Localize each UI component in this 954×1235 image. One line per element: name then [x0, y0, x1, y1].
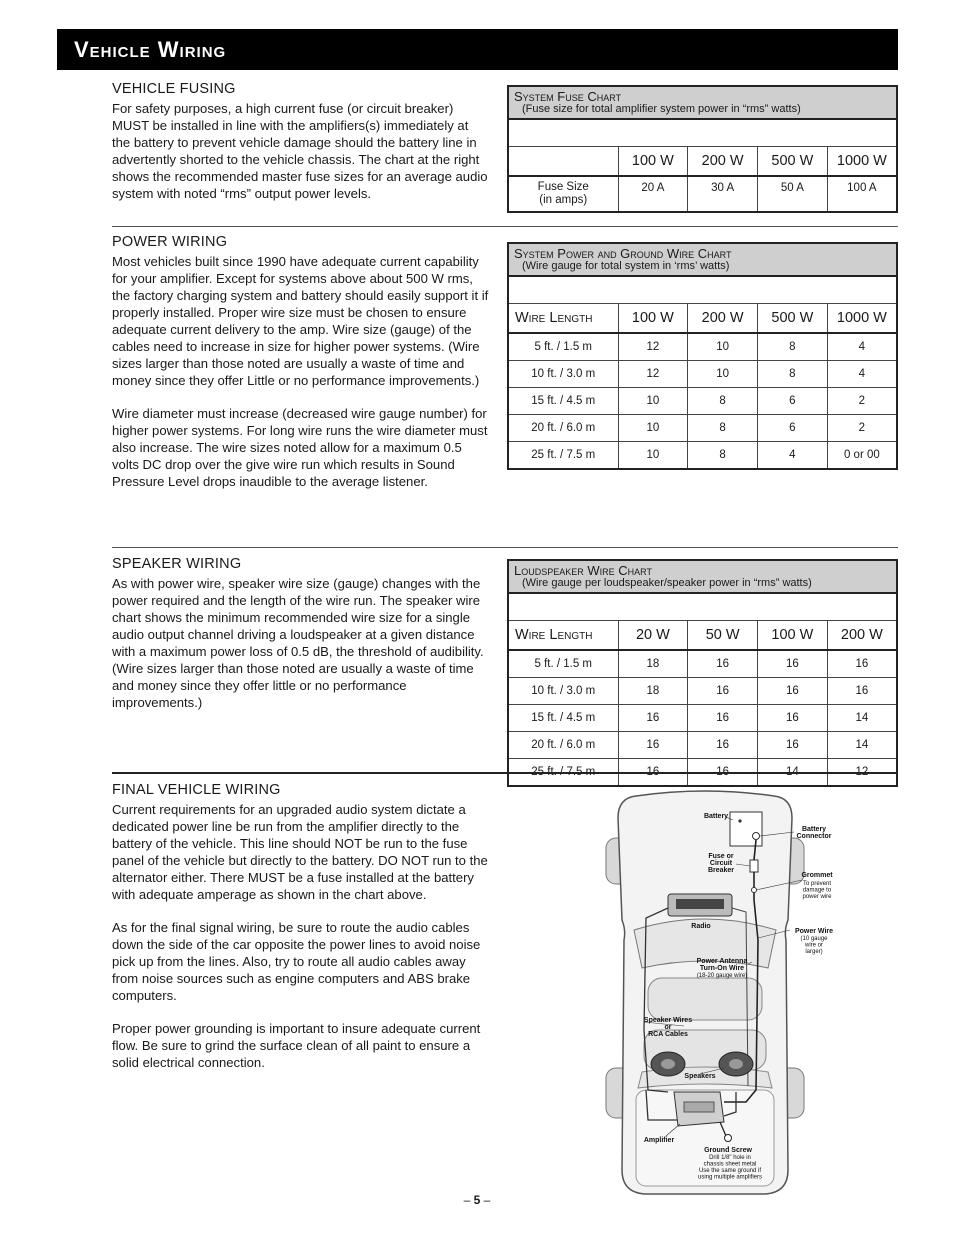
table-cell: 8: [688, 442, 758, 470]
table-cell: 8: [758, 333, 828, 361]
section-paragraph: As for the final signal wiring, be sure to route the audio cables down the side of the car opposite the power lines to avoid noise pick up from the lines. Also, try to route all audio cables away from noise sources such as engine computers and ABS brake computers.: [112, 920, 481, 1003]
table-cell: 14: [827, 705, 897, 732]
column-header: 20 W: [618, 621, 688, 651]
table-cell: 16: [827, 650, 897, 678]
table-cell: 16: [618, 705, 688, 732]
table-row: [508, 333, 897, 361]
chart-subtitle: (Fuse size for total amplifier system power in “rms” watts): [522, 102, 801, 115]
table-row: [508, 650, 897, 678]
table-cell: 16: [758, 705, 828, 732]
table-row: [508, 388, 897, 415]
table-cell: 16: [758, 678, 828, 705]
page-title-bar: [57, 29, 898, 70]
table-cell: 10: [618, 415, 688, 442]
section-speaker-wiring: [112, 556, 490, 727]
label-grommet: Grommet: [801, 872, 833, 879]
section-paragraph: For safety purposes, a high current fuse (or circuit breaker) MUST be installed in line with the amplifiers(s) immediately at the battery to prevent vehicle damage should the battery line in advertently shorted to the vehicle chassis. The chart at the right shows the recommended master fuse sizes for an average audio system with noted “rms” output power levels.: [112, 101, 488, 201]
table-cell: 10: [688, 333, 758, 361]
row-label: 5 ft. / 1.5 m: [508, 650, 618, 678]
table-cell: 20 A: [618, 176, 688, 212]
row-label: 20 ft. / 6.0 m: [508, 732, 618, 759]
section-heading: FINAL VEHICLE WIRING: [112, 782, 281, 798]
column-header: [508, 147, 618, 177]
fuse-icon: [750, 860, 758, 872]
chart-title: System Power and Ground Wire Chart: [514, 245, 732, 261]
table-row: [508, 678, 897, 705]
table-cell: 16: [758, 732, 828, 759]
row-label: 10 ft. / 3.0 m: [508, 678, 618, 705]
column-header: Wire Length: [508, 621, 618, 651]
battery-connector-icon: [753, 833, 760, 840]
table-cell: 6: [758, 388, 828, 415]
chart-title: System Fuse Chart: [514, 88, 622, 104]
label-battery-connector: Battery Connector: [796, 826, 832, 840]
section-heading: SPEAKER WIRING: [112, 556, 242, 572]
battery-icon: [730, 812, 762, 846]
column-header: 100 W: [618, 147, 688, 177]
table-cell: 16: [618, 732, 688, 759]
ground-screw-icon: [725, 1135, 732, 1142]
label-speakers: Speakers: [684, 1073, 716, 1080]
row-label: Fuse Size: [537, 181, 589, 193]
section-power-wiring: [112, 234, 490, 506]
table-cell: 14: [827, 732, 897, 759]
section-paragraph: As with power wire, speaker wire size (gauge) changes with the power required and the length of the wire run. The speaker wire chart shows the minimum recommended wire size for a single audio output channel driving a loudspeaker at a given distance with a maximum power loss of 0.5 dB, the threshold of audibility. (Wire sizes larger than those noted are usually a waste of time and money since they offer little or no performance improvements.): [112, 576, 484, 710]
section-final-vehicle-wiring: [112, 782, 490, 1087]
chart-caption: [508, 560, 897, 593]
power-wire-chart: [507, 242, 898, 470]
column-header: 100 W: [618, 304, 688, 334]
section-paragraph: Proper power grounding is important to insure adequate current flow. Be sure to grind the surface clean of all paint to ensure a solid electrical connection.: [112, 1021, 481, 1070]
table-cell: 16: [688, 650, 758, 678]
section-divider: [112, 772, 898, 774]
page-title: Vehicle Wiring: [74, 37, 227, 62]
table-cell: 6: [758, 415, 828, 442]
section-paragraph: Most vehicles built since 1990 have adequate current capability for your amplifier. Except for systems above about 500 W rms, the factory charging system and battery should easily support it if properly installed. Proper wire size must be chosen to ensure adequate current delivery to the amp. Wire size (gauge) of the cables need to increase in size for higher power systems. (Wire sizes larger than those noted are usually a waste of time and money since they offer Little or no performance improvements.): [112, 254, 489, 388]
column-header: 50 W: [688, 621, 758, 651]
chart-subtitle: (Wire gauge for total system in ‘rms’ watts): [522, 259, 730, 272]
table-cell: 10: [618, 442, 688, 470]
column-header: 200 W: [688, 304, 758, 334]
table-row: [508, 705, 897, 732]
table-cell: 0 or 00: [827, 442, 897, 470]
table-row: [508, 442, 897, 470]
table-cell: 8: [688, 415, 758, 442]
label-radio: Radio: [691, 923, 711, 930]
section-divider: [112, 226, 898, 227]
column-header: Wire Length: [508, 304, 618, 334]
vehicle-wiring-diagram: [596, 790, 898, 1200]
table-cell: 18: [618, 678, 688, 705]
fuse-chart: [507, 85, 898, 213]
label-antenna: Power Antenna Turn-On Wire: [696, 958, 748, 972]
label-power-wire: Power Wire: [794, 928, 834, 935]
column-header: 200 W: [827, 621, 897, 651]
section-vehicle-fusing: [112, 81, 490, 218]
table-cell: 4: [758, 442, 828, 470]
table-cell: 2: [827, 415, 897, 442]
section-paragraph: Wire diameter must increase (decreased wire gauge number) for higher power systems. For long wire runs the wire diameter must also increase. The wire sizes noted allow for a maximum 0.5 volts DC drop over the give wire run which results in Sound Pressure Level drops inaudible to the average listener.: [112, 406, 488, 489]
column-header: 500 W: [758, 147, 828, 177]
table-cell: 18: [618, 650, 688, 678]
section-heading: VEHICLE FUSING: [112, 81, 236, 97]
row-label: 10 ft. / 3.0 m: [508, 361, 618, 388]
grommet-icon: [752, 888, 757, 893]
section-divider: [112, 547, 898, 548]
table-cell: 100 A: [827, 176, 897, 212]
column-header: 200 W: [688, 147, 758, 177]
label-power-wire-note: (10 gauge wire or larger): [800, 936, 828, 955]
column-header: 100 W: [758, 621, 828, 651]
label-battery: Battery: [703, 813, 729, 820]
table-cell: 10: [618, 388, 688, 415]
table-cell: 4: [827, 361, 897, 388]
row-label: 15 ft. / 4.5 m: [508, 388, 618, 415]
section-heading: POWER WIRING: [112, 234, 228, 250]
table-cell: 8: [758, 361, 828, 388]
table-row: [508, 176, 897, 212]
table-row: [508, 415, 897, 442]
chart-subtitle: (Wire gauge per loudspeaker/speaker power in “rms” watts): [522, 576, 812, 589]
table-cell: 50 A: [758, 176, 828, 212]
label-antenna-note: (18-20 gauge wire): [696, 973, 748, 979]
loudspeaker-wire-chart: [507, 559, 898, 787]
label-ground-note: Drill 1/8" hole in chassis sheet metal Use the same ground if using multiple amplifiers: [697, 1155, 763, 1181]
label-grommet-note: To prevent damage to power wire: [802, 881, 832, 900]
chart-title: Loudspeaker Wire Chart: [514, 562, 652, 578]
page-number-prefix: –: [463, 1193, 474, 1207]
row-label: 15 ft. / 4.5 m: [508, 705, 618, 732]
table-cell: 16: [827, 678, 897, 705]
table-cell: 16: [688, 678, 758, 705]
label-speaker-wires: Speaker Wires or RCA Cables: [643, 1017, 693, 1038]
table-cell: 2: [827, 388, 897, 415]
table-cell: 12: [618, 361, 688, 388]
section-paragraph: Current requirements for an upgraded audio system dictate a dedicated power line be run from the amplifier directly to the battery of the vehicle. This line should NOT be run to the fuse panel of the vehicle but directly to the battery. DO NOT run to the alternator either. There MUST be a fuse installed at the battery with adequate amperage as shown in the chart above.: [112, 802, 488, 902]
column-header: 1000 W: [827, 304, 897, 334]
row-label: 5 ft. / 1.5 m: [508, 333, 618, 361]
table-cell: 16: [758, 650, 828, 678]
row-label: 20 ft. / 6.0 m: [508, 415, 618, 442]
page-number-value: 5: [473, 1193, 481, 1207]
front-seat: [648, 978, 762, 1020]
chart-caption: [508, 243, 897, 276]
column-header: 1000 W: [827, 147, 897, 177]
column-header: 500 W: [758, 304, 828, 334]
label-amplifier: Amplifier: [643, 1137, 675, 1144]
table-cell: 8: [688, 388, 758, 415]
table-cell: 16: [688, 705, 758, 732]
label-fuse: Fuse or Circuit Breaker: [707, 853, 735, 874]
table-cell: 30 A: [688, 176, 758, 212]
label-ground-screw: Ground Screw: [704, 1147, 752, 1154]
table-row: [508, 732, 897, 759]
chart-caption: [508, 86, 897, 119]
row-label-sub: (in amps): [539, 194, 588, 206]
table-cell: 16: [688, 732, 758, 759]
table-cell: 4: [827, 333, 897, 361]
row-label: 25 ft. / 7.5 m: [508, 442, 618, 470]
page-number: [0, 1193, 954, 1207]
table-row: [508, 361, 897, 388]
table-cell: 12: [618, 333, 688, 361]
page-number-suffix: –: [480, 1193, 491, 1207]
table-cell: 10: [688, 361, 758, 388]
